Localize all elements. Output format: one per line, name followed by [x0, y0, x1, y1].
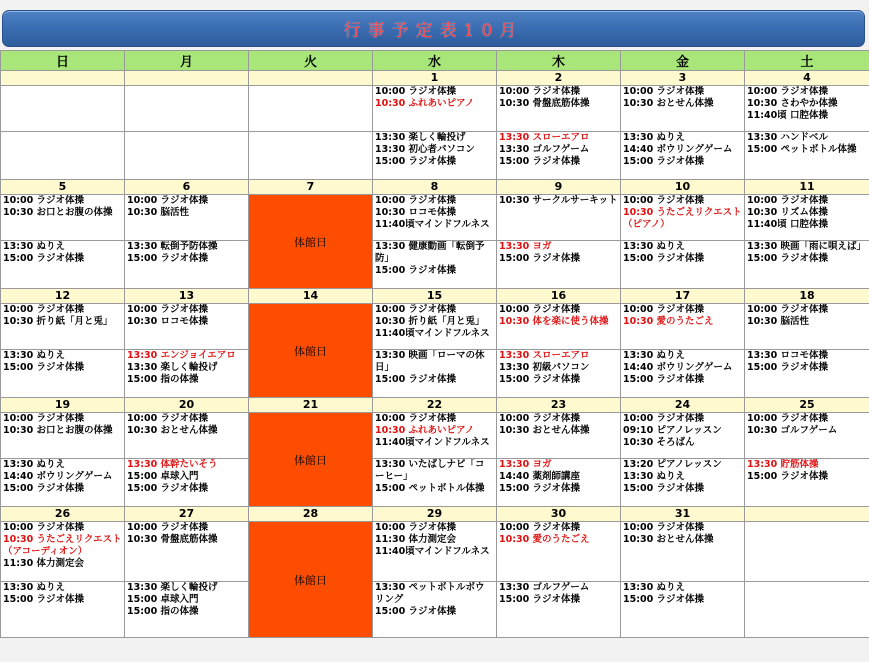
event-item: 10:30 脳活性: [127, 207, 190, 218]
event-item: 10:30 折り紙「月と兎」: [375, 316, 485, 327]
day-events-cell: [125, 413, 249, 459]
day-events-cell: [373, 241, 497, 289]
day-events-cell: [497, 195, 621, 241]
event-item: 11:30 体力測定会: [375, 534, 457, 545]
event-item: 13:30 ぬりえ: [3, 350, 66, 361]
event-item: 13:30 ヨガ: [499, 459, 552, 470]
day-events-cell: [373, 195, 497, 241]
date-number: [125, 71, 249, 86]
date-number: [1, 71, 125, 86]
day-events-cell: [745, 304, 869, 350]
day-events-cell: [745, 241, 869, 289]
event-item: 15:00 ラジオ体操: [499, 594, 581, 605]
date-number: 14: [249, 289, 373, 304]
event-item: 13:30 楽しく輪投げ: [127, 362, 218, 373]
event-item: 10:00 ラジオ体操: [623, 413, 705, 424]
event-item: 10:00 ラジオ体操: [3, 522, 85, 533]
event-item: 13:30 映画「ローマの休日」: [375, 350, 485, 373]
date-number: [249, 71, 373, 86]
event-item: 15:00 ラジオ体操: [747, 471, 829, 482]
day-events-cell: [1, 132, 125, 180]
day-events-cell: [497, 241, 621, 289]
day-events-cell: [125, 350, 249, 398]
event-item: 11:40頃マインドフルネス: [375, 437, 490, 448]
day-events-cell: [1, 413, 125, 459]
date-number: [745, 507, 869, 522]
event-item: 10:30 脳活性: [747, 316, 810, 327]
event-item: 13:30 貯筋体操: [747, 459, 819, 470]
day-events-cell: [745, 86, 869, 132]
event-item: 15:00 ラジオ体操: [623, 594, 705, 605]
event-item: 10:30 おとせん体操: [623, 98, 714, 109]
event-item: 10:00 ラジオ体操: [127, 522, 209, 533]
event-item: 11:40頃マインドフルネス: [375, 328, 490, 339]
event-item: 10:30 うたごえリクエスト（ピアノ）: [623, 207, 742, 230]
event-item: 10:00 ラジオ体操: [127, 413, 209, 424]
event-item: 13:30 ハンドベル: [747, 132, 829, 143]
title-banner: [2, 10, 865, 47]
date-number: 4: [745, 71, 869, 86]
event-item: 10:00 ラジオ体操: [499, 86, 581, 97]
event-item: 11:30 体力測定会: [3, 558, 85, 569]
event-item: 15:00 ペットボトル体操: [747, 144, 857, 155]
event-item: 15:00 ラジオ体操: [127, 253, 209, 264]
day-events-cell: [745, 459, 869, 507]
day-events-cell: [373, 413, 497, 459]
date-row: [1, 507, 869, 522]
day-events-cell: [745, 522, 869, 582]
day-events-cell: [497, 413, 621, 459]
event-item: 13:30 ぬりえ: [623, 471, 686, 482]
day-events-cell: [745, 413, 869, 459]
event-item: 15:00 ラジオ体操: [747, 362, 829, 373]
event-item: 13:20 ピアノレッスン: [623, 459, 722, 470]
event-item: 10:30 折り紙「月と兎」: [3, 316, 113, 327]
event-item: 10:30 骨盤底筋体操: [127, 534, 218, 545]
events-row-am: [1, 195, 869, 241]
date-number: 18: [745, 289, 869, 304]
event-item: 10:00 ラジオ体操: [747, 86, 829, 97]
weekday-header: 土: [745, 51, 869, 71]
date-number: 11: [745, 180, 869, 195]
event-item: 10:30 骨盤底筋体操: [499, 98, 590, 109]
date-row: [1, 71, 869, 86]
event-item: 13:30 ヨガ: [499, 241, 552, 252]
events-row-am: [1, 304, 869, 350]
event-item: 14:40 ボウリングゲーム: [623, 362, 733, 373]
day-events-cell: [125, 522, 249, 582]
date-number: 23: [497, 398, 621, 413]
event-item: 10:30 さわやか体操: [747, 98, 838, 109]
event-item: 15:00 ラジオ体操: [375, 156, 457, 167]
event-item: 13:30 楽しく輪投げ: [127, 582, 218, 593]
event-item: 15:00 ラジオ体操: [3, 253, 85, 264]
day-events-cell: [373, 522, 497, 582]
event-item: 10:00 ラジオ体操: [623, 304, 705, 315]
events-row-am: [1, 522, 869, 582]
day-events-cell: [1, 304, 125, 350]
event-item: 10:30 そろばん: [623, 437, 695, 448]
event-item: 10:00 ラジオ体操: [623, 195, 705, 206]
day-events-cell: [1, 350, 125, 398]
event-item: 10:00 ラジオ体操: [499, 413, 581, 424]
day-events-cell: [125, 86, 249, 132]
day-events-cell: [1, 522, 125, 582]
event-item: 13:30 転倒予防体操: [127, 241, 218, 252]
weekday-header: 金: [621, 51, 745, 71]
date-number: 2: [497, 71, 621, 86]
event-item: 13:30 初級パソコン: [499, 362, 590, 373]
day-events-cell: [1, 241, 125, 289]
event-item: 10:30 サークルサーキット: [499, 195, 618, 206]
day-events-cell: [373, 459, 497, 507]
day-events-cell: [497, 522, 621, 582]
event-item: 15:00 ラジオ体操: [3, 362, 85, 373]
event-item: 13:30 エンジョイエアロ: [127, 350, 236, 361]
date-number: 26: [1, 507, 125, 522]
date-number: 25: [745, 398, 869, 413]
date-number: 24: [621, 398, 745, 413]
event-item: 10:30 おとせん体操: [623, 534, 714, 545]
weekday-header: 水: [373, 51, 497, 71]
day-events-cell: [621, 413, 745, 459]
event-item: 15:00 ラジオ体操: [3, 594, 85, 605]
day-events-cell: [745, 350, 869, 398]
event-item: 14:40 薬剤師講座: [499, 471, 581, 482]
date-number: 3: [621, 71, 745, 86]
event-item: 10:30 ふれあいピアノ: [375, 98, 475, 109]
events-row-am: [1, 413, 869, 459]
event-item: 10:00 ラジオ体操: [375, 413, 457, 424]
date-number: 30: [497, 507, 621, 522]
event-item: 10:00 ラジオ体操: [375, 522, 457, 533]
event-item: 10:30 おとせん体操: [127, 425, 218, 436]
event-item: 14:40 ボウリングゲーム: [3, 471, 113, 482]
day-events-cell: [125, 582, 249, 638]
day-events-cell: [125, 241, 249, 289]
event-item: 14:40 ボウリングゲーム: [623, 144, 733, 155]
page-title: 行事予定表10月: [343, 21, 524, 41]
event-item: 13:30 ぬりえ: [3, 241, 66, 252]
event-item: 10:00 ラジオ体操: [375, 195, 457, 206]
day-events-cell: [373, 350, 497, 398]
date-number: 7: [249, 180, 373, 195]
event-item: 10:30 お口とお腹の体操: [3, 207, 113, 218]
closed-day-cell: [249, 413, 373, 507]
event-item: 10:00 ラジオ体操: [623, 522, 705, 533]
event-item: 10:30 リズム体操: [747, 207, 828, 218]
weekday-header-row: [1, 51, 869, 71]
day-events-cell: [621, 304, 745, 350]
day-events-cell: [373, 132, 497, 180]
event-item: 13:30 ぬりえ: [3, 459, 66, 470]
events-row-pm: [1, 241, 869, 289]
day-events-cell: [249, 132, 373, 180]
day-events-cell: [621, 522, 745, 582]
date-number: 29: [373, 507, 497, 522]
date-number: 19: [1, 398, 125, 413]
event-item: 13:30 ぬりえ: [623, 132, 686, 143]
event-item: 15:00 ラジオ体操: [623, 253, 705, 264]
event-item: 13:30 ゴルフゲーム: [499, 582, 590, 593]
day-events-cell: [745, 195, 869, 241]
day-events-cell: [125, 459, 249, 507]
event-item: 10:00 ラジオ体操: [3, 413, 85, 424]
event-item: 11:40頃マインドフルネス: [375, 219, 490, 230]
event-item: 13:30 ぬりえ: [623, 350, 686, 361]
day-events-cell: [125, 132, 249, 180]
weekday-header: 日: [1, 51, 125, 71]
day-events-cell: [249, 86, 373, 132]
event-item: 13:30 ぬりえ: [623, 582, 686, 593]
event-item: 10:00 ラジオ体操: [127, 304, 209, 315]
day-events-cell: [497, 86, 621, 132]
events-row-pm: [1, 132, 869, 180]
event-item: 15:00 ラジオ体操: [499, 156, 581, 167]
date-number: 5: [1, 180, 125, 195]
date-number: 13: [125, 289, 249, 304]
closed-day-label: 体館日: [294, 344, 327, 358]
day-events-cell: [1, 195, 125, 241]
closed-day-cell: [249, 304, 373, 398]
day-events-cell: [621, 459, 745, 507]
event-item: 10:30 愛のうたごえ: [623, 316, 714, 327]
date-number: 20: [125, 398, 249, 413]
event-item: 10:30 うたごえリクエスト（アコーディオン）: [3, 534, 122, 557]
event-item: 10:30 お口とお腹の体操: [3, 425, 113, 436]
date-number: 21: [249, 398, 373, 413]
date-row: [1, 398, 869, 413]
event-item: 13:30 ゴルフゲーム: [499, 144, 590, 155]
event-item: 15:00 ラジオ体操: [375, 265, 457, 276]
event-item: 15:00 指の体操: [127, 374, 199, 385]
event-item: 13:30 初心者パソコン: [375, 144, 475, 155]
event-item: 15:00 ラジオ体操: [499, 374, 581, 385]
event-item: 15:00 指の体操: [127, 606, 199, 617]
event-item: 15:00 ラジオ体操: [3, 483, 85, 494]
date-row: [1, 180, 869, 195]
event-item: 09:10 ピアノレッスン: [623, 425, 722, 436]
date-number: 27: [125, 507, 249, 522]
date-number: 16: [497, 289, 621, 304]
event-item: 13:30 ぬりえ: [3, 582, 66, 593]
date-number: 12: [1, 289, 125, 304]
weekday-header: 月: [125, 51, 249, 71]
event-item: 15:00 ラジオ体操: [499, 253, 581, 264]
closed-day-cell: [249, 195, 373, 289]
event-item: 15:00 ラジオ体操: [747, 253, 829, 264]
day-events-cell: [745, 132, 869, 180]
date-number: 17: [621, 289, 745, 304]
event-item: 15:00 卓球入門: [127, 594, 199, 605]
event-item: 11:40頃マインドフルネス: [375, 546, 490, 557]
event-item: 10:30 ゴルフゲーム: [747, 425, 838, 436]
event-item: 10:30 愛のうたごえ: [499, 534, 590, 545]
event-item: 15:00 卓球入門: [127, 471, 199, 482]
day-events-cell: [1, 86, 125, 132]
event-item: 13:30 スローエアロ: [499, 132, 590, 143]
closed-day-label: 体館日: [294, 453, 327, 467]
date-row: [1, 289, 869, 304]
event-item: 10:30 ロコモ体操: [375, 207, 457, 218]
day-events-cell: [125, 195, 249, 241]
date-number: 15: [373, 289, 497, 304]
event-item: 10:00 ラジオ体操: [747, 304, 829, 315]
day-events-cell: [1, 582, 125, 638]
event-item: 13:30 楽しく輪投げ: [375, 132, 466, 143]
day-events-cell: [1, 459, 125, 507]
event-item: 10:00 ラジオ体操: [499, 304, 581, 315]
event-item: 13:30 スローエアロ: [499, 350, 590, 361]
day-events-cell: [621, 582, 745, 638]
date-number: 10: [621, 180, 745, 195]
event-item: 15:00 ラジオ体操: [499, 483, 581, 494]
event-item: 15:00 ラジオ体操: [623, 374, 705, 385]
date-number: 22: [373, 398, 497, 413]
date-number: 1: [373, 71, 497, 86]
event-item: 10:00 ラジオ体操: [499, 522, 581, 533]
weekday-header: 木: [497, 51, 621, 71]
day-events-cell: [621, 86, 745, 132]
event-item: 13:30 いたばしナビ「コーヒー」: [375, 459, 485, 482]
date-number: 6: [125, 180, 249, 195]
event-item: 10:00 ラジオ体操: [747, 195, 829, 206]
event-item: 10:00 ラジオ体操: [375, 304, 457, 315]
date-number: 8: [373, 180, 497, 195]
closed-day-label: 体館日: [294, 235, 327, 249]
event-item: 13:30 映画「雨に唄えば」: [747, 241, 867, 252]
day-events-cell: [497, 582, 621, 638]
day-events-cell: [125, 304, 249, 350]
events-row-pm: [1, 350, 869, 398]
event-item: 13:30 ロコモ体操: [747, 350, 829, 361]
event-item: 10:00 ラジオ体操: [623, 86, 705, 97]
event-item: 10:00 ラジオ体操: [747, 413, 829, 424]
event-item: 10:00 ラジオ体操: [3, 304, 85, 315]
event-item: 10:00 ラジオ体操: [375, 86, 457, 97]
event-item: 10:30 おとせん体操: [499, 425, 590, 436]
event-item: 15:00 ペットボトル体操: [375, 483, 485, 494]
day-events-cell: [621, 195, 745, 241]
events-row-pm: [1, 582, 869, 638]
event-item: 11:40頃 口腔体操: [747, 110, 829, 121]
event-item: 13:30 健康動画「転倒予防」: [375, 241, 485, 264]
closed-day-cell: [249, 522, 373, 638]
day-events-cell: [373, 582, 497, 638]
day-events-cell: [497, 132, 621, 180]
event-item: 13:30 ぬりえ: [623, 241, 686, 252]
date-number: 9: [497, 180, 621, 195]
event-item: 13:30 ペットボトルボウリング: [375, 582, 485, 605]
day-events-cell: [497, 304, 621, 350]
closed-day-label: 体館日: [294, 573, 327, 587]
day-events-cell: [373, 304, 497, 350]
event-item: 10:30 ふれあいピアノ: [375, 425, 475, 436]
event-item: 10:30 ロコモ体操: [127, 316, 209, 327]
event-item: 10:30 体を楽に使う体操: [499, 316, 609, 327]
date-number: 31: [621, 507, 745, 522]
event-item: 13:30 体幹たいそう: [127, 459, 218, 470]
event-item: 15:00 ラジオ体操: [623, 156, 705, 167]
event-item: 15:00 ラジオ体操: [375, 606, 457, 617]
day-events-cell: [373, 86, 497, 132]
date-number: 28: [249, 507, 373, 522]
event-item: 15:00 ラジオ体操: [623, 483, 705, 494]
event-item: 11:40頃 口腔体操: [747, 219, 829, 230]
event-item: 10:00 ラジオ体操: [127, 195, 209, 206]
day-events-cell: [497, 350, 621, 398]
event-item: 10:00 ラジオ体操: [3, 195, 85, 206]
event-item: 15:00 ラジオ体操: [375, 374, 457, 385]
day-events-cell: [497, 459, 621, 507]
schedule-calendar: [0, 50, 869, 638]
day-events-cell: [621, 350, 745, 398]
day-events-cell: [745, 582, 869, 638]
events-row-am: [1, 86, 869, 132]
events-row-pm: [1, 459, 869, 507]
day-events-cell: [621, 132, 745, 180]
weekday-header: 火: [249, 51, 373, 71]
event-item: 15:00 ラジオ体操: [127, 483, 209, 494]
day-events-cell: [621, 241, 745, 289]
